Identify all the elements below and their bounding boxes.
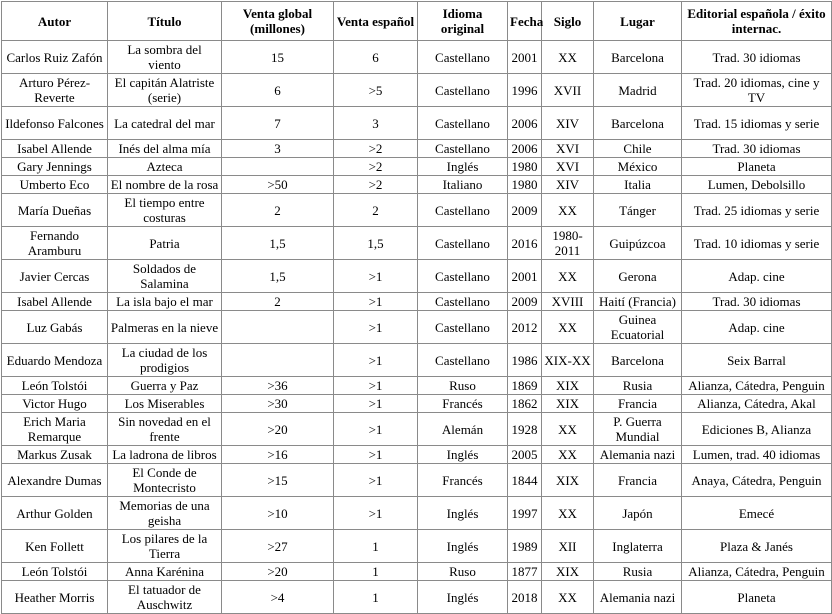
cell-lugar: Francia	[594, 395, 682, 413]
cell-lugar: Barcelona	[594, 107, 682, 140]
cell-autor: León Tolstói	[2, 563, 108, 581]
cell-titulo: Guerra y Paz	[108, 377, 222, 395]
cell-siglo: 1980-2011	[542, 227, 594, 260]
cell-idioma: Castellano	[418, 74, 508, 107]
cell-venta-global	[222, 344, 334, 377]
cell-siglo: XX	[542, 581, 594, 614]
cell-autor: Arturo Pérez-Reverte	[2, 74, 108, 107]
cell-editorial: Alianza, Cátedra, Penguin	[682, 377, 832, 395]
cell-autor: Heather Morris	[2, 581, 108, 614]
cell-idioma: Castellano	[418, 194, 508, 227]
cell-venta-espanol: >1	[334, 497, 418, 530]
cell-titulo: Memorias de una geisha	[108, 497, 222, 530]
cell-siglo: XIX	[542, 395, 594, 413]
cell-fecha: 2016	[508, 227, 542, 260]
cell-editorial: Trad. 30 idiomas	[682, 293, 832, 311]
table-row	[2, 74, 832, 107]
cell-lugar: Haití (Francia)	[594, 293, 682, 311]
cell-venta-global: 2	[222, 194, 334, 227]
cell-fecha: 1989	[508, 530, 542, 563]
cell-venta-espanol: 1,5	[334, 227, 418, 260]
cell-venta-espanol: 1	[334, 530, 418, 563]
header-venta-global: Venta global (millones)	[222, 2, 334, 41]
cell-venta-espanol: 3	[334, 107, 418, 140]
cell-autor: León Tolstói	[2, 377, 108, 395]
cell-siglo: XVIII	[542, 293, 594, 311]
cell-venta-global: >50	[222, 176, 334, 194]
cell-siglo: XIX	[542, 563, 594, 581]
cell-titulo: Patria	[108, 227, 222, 260]
cell-siglo: XIX	[542, 377, 594, 395]
table-row	[2, 413, 832, 446]
cell-idioma: Castellano	[418, 107, 508, 140]
cell-fecha: 2005	[508, 446, 542, 464]
cell-venta-espanol: 2	[334, 194, 418, 227]
cell-idioma: Inglés	[418, 581, 508, 614]
header-venta-espanol: Venta español	[334, 2, 418, 41]
cell-venta-global: 1,5	[222, 227, 334, 260]
cell-siglo: XIX-XX	[542, 344, 594, 377]
cell-lugar: Guinea Ecuatorial	[594, 311, 682, 344]
header-editorial: Editorial española / éxito internac.	[682, 2, 832, 41]
table-row	[2, 581, 832, 614]
cell-venta-global: >36	[222, 377, 334, 395]
cell-editorial: Trad. 15 idiomas y serie	[682, 107, 832, 140]
cell-idioma: Castellano	[418, 293, 508, 311]
cell-lugar: Barcelona	[594, 344, 682, 377]
cell-fecha: 2009	[508, 293, 542, 311]
cell-editorial: Adap. cine	[682, 311, 832, 344]
cell-lugar: Italia	[594, 176, 682, 194]
cell-fecha: 1980	[508, 158, 542, 176]
cell-venta-espanol: >1	[334, 395, 418, 413]
cell-editorial: Planeta	[682, 581, 832, 614]
table-row	[2, 41, 832, 74]
cell-titulo: Sin novedad en el frente	[108, 413, 222, 446]
cell-autor: Markus Zusak	[2, 446, 108, 464]
cell-venta-global: >30	[222, 395, 334, 413]
cell-fecha: 1877	[508, 563, 542, 581]
cell-editorial: Alianza, Cátedra, Penguin	[682, 563, 832, 581]
cell-editorial: Trad. 25 idiomas y serie	[682, 194, 832, 227]
cell-fecha: 1997	[508, 497, 542, 530]
cell-editorial: Planeta	[682, 158, 832, 176]
cell-autor: Alexandre Dumas	[2, 464, 108, 497]
cell-venta-espanol: >1	[334, 377, 418, 395]
table-row	[2, 464, 832, 497]
cell-idioma: Ruso	[418, 377, 508, 395]
table-row	[2, 395, 832, 413]
cell-idioma: Inglés	[418, 497, 508, 530]
cell-lugar: Rusia	[594, 377, 682, 395]
cell-titulo: Anna Karénina	[108, 563, 222, 581]
cell-venta-espanol: >1	[334, 344, 418, 377]
table-body	[2, 41, 832, 614]
table-row	[2, 194, 832, 227]
cell-venta-espanol: >1	[334, 293, 418, 311]
cell-siglo: XX	[542, 41, 594, 74]
cell-autor: Isabel Allende	[2, 293, 108, 311]
cell-venta-espanol: >1	[334, 260, 418, 293]
cell-titulo: El tatuador de Auschwitz	[108, 581, 222, 614]
cell-venta-global: 15	[222, 41, 334, 74]
cell-venta-global: >16	[222, 446, 334, 464]
cell-editorial: Alianza, Cátedra, Akal	[682, 395, 832, 413]
cell-fecha: 2006	[508, 140, 542, 158]
cell-editorial: Emecé	[682, 497, 832, 530]
header-siglo: Siglo	[542, 2, 594, 41]
cell-idioma: Inglés	[418, 446, 508, 464]
cell-autor: Ildefonso Falcones	[2, 107, 108, 140]
cell-venta-global: >10	[222, 497, 334, 530]
cell-fecha: 2001	[508, 41, 542, 74]
cell-fecha: 1980	[508, 176, 542, 194]
cell-titulo: La isla bajo el mar	[108, 293, 222, 311]
table-row	[2, 293, 832, 311]
cell-lugar: México	[594, 158, 682, 176]
cell-venta-espanol: >1	[334, 446, 418, 464]
cell-autor: Fernando Aramburu	[2, 227, 108, 260]
cell-siglo: XIV	[542, 107, 594, 140]
cell-autor: María Dueñas	[2, 194, 108, 227]
cell-idioma: Castellano	[418, 260, 508, 293]
cell-idioma: Inglés	[418, 530, 508, 563]
cell-titulo: El Conde de Montecristo	[108, 464, 222, 497]
table-row	[2, 311, 832, 344]
cell-autor: Javier Cercas	[2, 260, 108, 293]
cell-titulo: El nombre de la rosa	[108, 176, 222, 194]
cell-siglo: XII	[542, 530, 594, 563]
cell-siglo: XVI	[542, 140, 594, 158]
cell-venta-global	[222, 311, 334, 344]
cell-autor: Isabel Allende	[2, 140, 108, 158]
cell-siglo: XX	[542, 413, 594, 446]
cell-lugar: Barcelona	[594, 41, 682, 74]
table-row	[2, 530, 832, 563]
cell-idioma: Castellano	[418, 227, 508, 260]
cell-idioma: Alemán	[418, 413, 508, 446]
cell-titulo: El capitán Alatriste (serie)	[108, 74, 222, 107]
table-row	[2, 158, 832, 176]
cell-venta-espanol: >1	[334, 311, 418, 344]
cell-autor: Carlos Ruiz Zafón	[2, 41, 108, 74]
cell-lugar: Alemania nazi	[594, 581, 682, 614]
cell-titulo: Palmeras en la nieve	[108, 311, 222, 344]
cell-siglo: XX	[542, 446, 594, 464]
cell-titulo: El tiempo entre costuras	[108, 194, 222, 227]
table-row	[2, 497, 832, 530]
table-row	[2, 446, 832, 464]
table-row	[2, 140, 832, 158]
cell-idioma: Francés	[418, 395, 508, 413]
cell-fecha: 1869	[508, 377, 542, 395]
table-row	[2, 227, 832, 260]
cell-titulo: Los pilares de la Tierra	[108, 530, 222, 563]
cell-fecha: 2009	[508, 194, 542, 227]
cell-autor: Arthur Golden	[2, 497, 108, 530]
cell-siglo: XIV	[542, 176, 594, 194]
cell-venta-global: >20	[222, 563, 334, 581]
cell-titulo: Azteca	[108, 158, 222, 176]
cell-idioma: Castellano	[418, 140, 508, 158]
cell-fecha: 1928	[508, 413, 542, 446]
table-row	[2, 563, 832, 581]
cell-titulo: Los Miserables	[108, 395, 222, 413]
cell-siglo: XVII	[542, 74, 594, 107]
cell-lugar: Gerona	[594, 260, 682, 293]
cell-siglo: XX	[542, 260, 594, 293]
cell-autor: Ken Follett	[2, 530, 108, 563]
table-row	[2, 344, 832, 377]
cell-venta-global: 3	[222, 140, 334, 158]
cell-autor: Eduardo Mendoza	[2, 344, 108, 377]
cell-venta-global: 6	[222, 74, 334, 107]
cell-venta-espanol: >2	[334, 140, 418, 158]
cell-fecha: 1996	[508, 74, 542, 107]
header-autor: Autor	[2, 2, 108, 41]
cell-venta-global	[222, 158, 334, 176]
cell-titulo: La ladrona de libros	[108, 446, 222, 464]
cell-idioma: Inglés	[418, 158, 508, 176]
cell-autor: Victor Hugo	[2, 395, 108, 413]
cell-lugar: Alemania nazi	[594, 446, 682, 464]
cell-editorial: Lumen, trad. 40 idiomas	[682, 446, 832, 464]
cell-idioma: Castellano	[418, 41, 508, 74]
table-row	[2, 260, 832, 293]
cell-venta-global: >20	[222, 413, 334, 446]
cell-siglo: XVI	[542, 158, 594, 176]
cell-lugar: Guipúzcoa	[594, 227, 682, 260]
cell-autor: Luz Gabás	[2, 311, 108, 344]
cell-venta-global: >4	[222, 581, 334, 614]
cell-venta-espanol: >2	[334, 158, 418, 176]
cell-fecha: 2006	[508, 107, 542, 140]
cell-fecha: 1844	[508, 464, 542, 497]
cell-venta-espanol: >2	[334, 176, 418, 194]
cell-idioma: Francés	[418, 464, 508, 497]
cell-idioma: Ruso	[418, 563, 508, 581]
cell-lugar: Madrid	[594, 74, 682, 107]
cell-idioma: Castellano	[418, 311, 508, 344]
header-lugar: Lugar	[594, 2, 682, 41]
bestsellers-table	[1, 1, 832, 614]
cell-siglo: XX	[542, 194, 594, 227]
cell-fecha: 1862	[508, 395, 542, 413]
header-row	[2, 2, 832, 41]
cell-fecha: 2012	[508, 311, 542, 344]
header-titulo: Título	[108, 2, 222, 41]
cell-editorial: Anaya, Cátedra, Penguin	[682, 464, 832, 497]
cell-editorial: Trad. 30 idiomas	[682, 41, 832, 74]
cell-fecha: 2001	[508, 260, 542, 293]
cell-venta-espanol: >5	[334, 74, 418, 107]
cell-titulo: La sombra del viento	[108, 41, 222, 74]
cell-editorial: Trad. 20 idiomas, cine y TV	[682, 74, 832, 107]
cell-venta-espanol: >1	[334, 413, 418, 446]
cell-editorial: Plaza & Janés	[682, 530, 832, 563]
cell-siglo: XIX	[542, 464, 594, 497]
cell-titulo: La catedral del mar	[108, 107, 222, 140]
cell-lugar: Tánger	[594, 194, 682, 227]
cell-editorial: Seix Barral	[682, 344, 832, 377]
table-row	[2, 176, 832, 194]
cell-lugar: Chile	[594, 140, 682, 158]
header-fecha: Fecha	[508, 2, 542, 41]
cell-editorial: Trad. 10 idiomas y serie	[682, 227, 832, 260]
cell-idioma: Castellano	[418, 344, 508, 377]
cell-venta-global: 2	[222, 293, 334, 311]
cell-editorial: Adap. cine	[682, 260, 832, 293]
cell-venta-global: 1,5	[222, 260, 334, 293]
cell-fecha: 2018	[508, 581, 542, 614]
cell-venta-espanol: 1	[334, 563, 418, 581]
cell-lugar: Rusia	[594, 563, 682, 581]
table-row	[2, 107, 832, 140]
cell-venta-global: >15	[222, 464, 334, 497]
cell-siglo: XX	[542, 497, 594, 530]
table-row	[2, 377, 832, 395]
cell-autor: Erich Maria Remarque	[2, 413, 108, 446]
cell-venta-espanol: 6	[334, 41, 418, 74]
cell-venta-espanol: 1	[334, 581, 418, 614]
cell-titulo: Inés del alma mía	[108, 140, 222, 158]
cell-lugar: Japón	[594, 497, 682, 530]
cell-editorial: Lumen, Debolsillo	[682, 176, 832, 194]
cell-fecha: 1986	[508, 344, 542, 377]
cell-editorial: Ediciones B, Alianza	[682, 413, 832, 446]
cell-editorial: Trad. 30 idiomas	[682, 140, 832, 158]
cell-autor: Gary Jennings	[2, 158, 108, 176]
cell-venta-global: 7	[222, 107, 334, 140]
cell-siglo: XX	[542, 311, 594, 344]
cell-titulo: La ciudad de los prodigios	[108, 344, 222, 377]
cell-titulo: Soldados de Salamina	[108, 260, 222, 293]
cell-venta-global: >27	[222, 530, 334, 563]
cell-venta-espanol: >1	[334, 464, 418, 497]
cell-lugar: Inglaterra	[594, 530, 682, 563]
cell-autor: Umberto Eco	[2, 176, 108, 194]
cell-lugar: P. Guerra Mundial	[594, 413, 682, 446]
header-idioma-original: Idioma original	[418, 2, 508, 41]
table-header	[2, 2, 832, 41]
cell-lugar: Francia	[594, 464, 682, 497]
cell-idioma: Italiano	[418, 176, 508, 194]
